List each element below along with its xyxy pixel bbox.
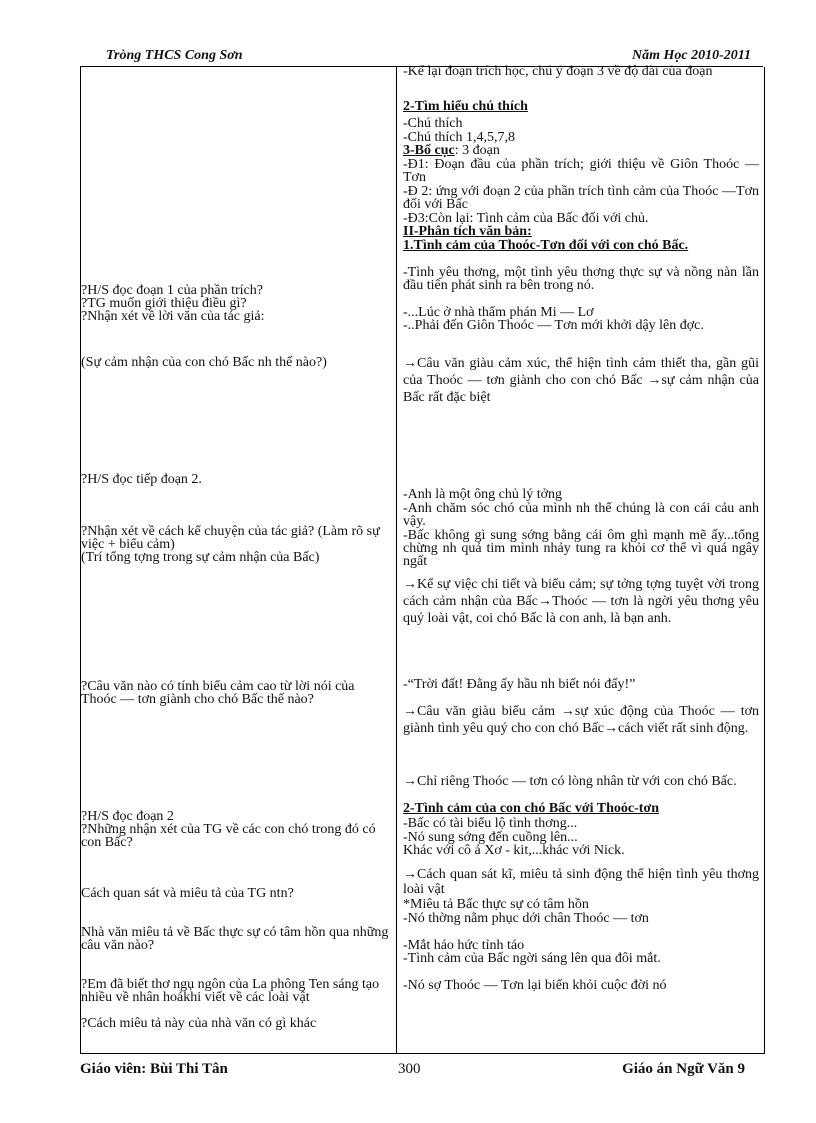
right-line: -Mắt háo hức tỉnh táo: [403, 938, 525, 953]
right-line: -...Lúc ở nhà thẩm phán Mi — Lơ: [403, 305, 594, 320]
section-heading: 2-Tìm hiểu chú thích: [403, 99, 528, 114]
subject-title: Giáo án Ngữ Văn 9: [622, 1061, 745, 1077]
right-line: [403, 144, 759, 157]
right-line: -Kể lại đoạn trích học, chú ý đoạn 3 về độ dài của đoạn: [403, 64, 713, 79]
right-line: -Đ3:Còn lại: Tình cảm của Bấc đối với chủ.: [403, 211, 649, 226]
right-line: →Cách quan sát kĩ, miêu tả sinh động thể hiện tình yêu thơng loài vật: [403, 867, 759, 897]
left-line: ?Những nhận xét của TG về các con chó trong đó có con Bấc?: [81, 822, 376, 850]
right-line: -Đ1: Đoạn đầu của phần trích; giới thiệu về Giôn Thoóc — Tơn: [403, 157, 759, 185]
section-heading: II-Phân tích văn bản:: [403, 224, 532, 239]
section-heading: 1.Tình cảm của Thoóc-Tơn đối với con chó Bấc.: [403, 238, 689, 253]
left-line: ?Em đã biết thơ ngụ ngôn của La phông Ten sáng tạo nhiều về nhân hoákhi viết về các loài vật: [81, 977, 380, 1005]
left-line: Cách quan sát và miêu tả của TG ntn?: [81, 886, 294, 901]
lesson-table: [80, 64, 765, 1054]
left-line: ?H/S đọc tiếp đoạn 2.: [81, 472, 202, 487]
right-line: -Anh là một ông chủ lý tởng: [403, 487, 563, 502]
left-line: ?H/S đọc đoạn 2: [81, 809, 174, 824]
left-line: Nhà văn miêu tả về Bấc thực sự có tâm hồn qua những câu văn nào?: [81, 925, 389, 953]
column-divider: [396, 67, 397, 1053]
right-line: →Câu văn giàu cảm xúc, thể hiện tình cảm thiết tha, gần gũi của Thoóc — tơn giành cho con chó Bấc →sự cảm nhận của Bấc rất đặc biệt: [403, 356, 759, 405]
section-heading: 2-Tình cảm của con chó Bấc với Thoóc-tơn: [403, 801, 659, 816]
right-line: -Chú thích 1,4,5,7,8: [403, 130, 515, 145]
right-line: Khác với cô ả Xơ - kit,...khác với Nick.: [403, 843, 625, 858]
right-line: -Nó thờng nằm phục dới chân Thoóc — tơn: [403, 911, 649, 926]
teacher-name: Giáo viên: Bùi Thi Tân: [80, 1061, 228, 1077]
left-line: ?H/S đọc đoạn 1 của phần trích?: [81, 283, 263, 298]
right-line: -Nó sung sớng đến cuồng lên...: [403, 830, 578, 845]
right-line: -Bấc có tài biểu lộ tình thơng...: [403, 816, 578, 831]
right-line: -..Phải đến Giôn Thoóc — Tơn mới khởi dậy lên đợc.: [403, 318, 704, 333]
right-line: →Kể sự việc chi tiết và biểu cảm; sự tởng tợng tuyệt vời trong cách cảm nhận của Bấc→Thoóc — tơn là ngời yêu thơng yêu quý loài vật, coi chó Bấc là con anh, là bạn anh.: [403, 577, 759, 626]
right-line: *Miêu tả Bấc thực sự có tâm hồn: [403, 897, 589, 912]
left-line: (Trí tổng tợng trong sự cảm nhận của Bấc): [81, 550, 320, 565]
page-number: 300: [398, 1061, 421, 1077]
left-line: ?Cách miêu tả này của nhà văn có gì khác: [81, 1016, 317, 1031]
right-line: -Nó sợ Thoóc — Tơn lại biến khỏi cuộc đời nó: [403, 978, 667, 993]
right-line: -Chú thích: [403, 116, 463, 131]
left-line: ?TG muốn giới thiệu điều gì?: [81, 296, 247, 311]
right-line: →Câu văn giàu biểu cảm →sự xúc động của Thoóc — tơn giành tình yêu quý cho con chó Bấc→cách viết rất sinh động.: [403, 704, 759, 736]
right-line: -Tình cảm của Bấc ngời sáng lên qua đôi mắt.: [403, 951, 661, 966]
left-line: ?Câu văn nào có tính biểu cảm cao từ lời nói của Thoóc — tơn giành cho chó Bấc thế nào?: [81, 679, 355, 707]
right-line: -Bấc không gì sung sớng bằng cái ôm ghì mạnh mẽ ấy...tổng chừng nh quả tim mình nhảy tung ra khỏi cơ thể vì quá ngây ngất: [403, 528, 759, 569]
right-line: -Tình yêu thơng, một tình yêu thơng thực sự và nồng nàn lần đầu tiên phát sinh ra bên trong nó.: [403, 265, 759, 293]
school-year: Năm Học 2010-2011: [632, 48, 751, 63]
left-line: ?Nhận xét về lời văn của tác giả:: [81, 309, 265, 324]
right-line: -Đ 2: ứng với đoạn 2 của phần trích tình cảm của Thoóc —Tơn đối với Bấc: [403, 184, 759, 212]
left-line: (Sự cảm nhận của con chó Bấc nh thế nào?): [81, 355, 327, 370]
right-line-tail: : 3 đoạn: [454, 143, 500, 158]
left-line: ?Nhận xét về cách kể chuyện của tác giả? (Làm rõ sự việc + biểu cảm): [81, 524, 380, 552]
page-footer: [80, 1061, 763, 1081]
right-line: →Chỉ riêng Thoóc — tơn có lòng nhân từ với con chó Bấc.: [403, 774, 737, 789]
right-line: -Anh chăm sóc chó của mình nh thể chúng là con cái cảu anh vậy.: [403, 501, 759, 529]
section-heading: 3-Bố cục: [403, 143, 455, 158]
right-line: -“Trời đất! Đằng ấy hầu nh biết nói đấy!”: [403, 677, 636, 692]
school-name: Tròng THCS Cong Sơn: [106, 48, 243, 63]
